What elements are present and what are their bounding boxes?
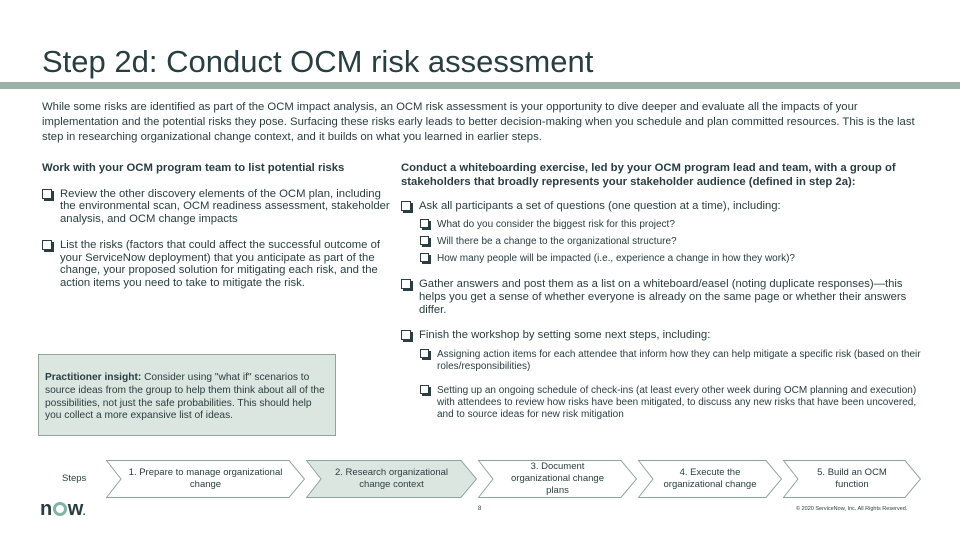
step-chevron-3[interactable]: [478, 460, 637, 498]
copyright-notice: © 2020 ServiceNow, Inc. All Rights Reserved.: [796, 506, 908, 512]
right-bullet-1-text: Ask all participants a set of questions (one question at a time), including:: [419, 200, 781, 212]
slide-title: Step 2d: Conduct OCM risk assessment: [42, 44, 594, 79]
logo-o-icon: [53, 502, 67, 516]
steps-chevron-bar: [106, 460, 921, 498]
checkbox-icon: [42, 240, 52, 250]
checkbox-icon: [420, 385, 429, 394]
question-text: How many people will be impacted (i.e., experience a change in how they work)?: [437, 253, 795, 265]
logo-letter-n: n: [40, 498, 52, 520]
question-item: [401, 236, 921, 248]
checkbox-icon: [401, 330, 411, 340]
right-column: [401, 162, 921, 422]
checkbox-icon: [420, 253, 429, 262]
page-number: 8: [478, 506, 482, 512]
right-bullet-2-text: Gather answers and post them as a list on a whiteboard/easel (noting duplicate responses)—this helps you get a sense of whether everyone is already on the same page or whether their answers differ.: [419, 278, 907, 316]
logo-dot: .: [82, 507, 86, 518]
step-chevron-5[interactable]: [783, 460, 921, 498]
intro-paragraph: While some risks are identified as part of the OCM impact analysis, an OCM risk assessment is your opportunity to dive deeper and evaluate all the impacts of your implementation and the potential risks they pose. Surfacing these risks early leads to better decision-making when you schedule and plan committed resources. This is the last step in researching organizational change context, and it builds on what you learned in earlier steps.: [42, 101, 915, 143]
next-step-text: Setting up an ongoing schedule of check-ins (at least every other week during OCM planning and execution) with attendees to review how risks have been mitigated, to discuss any new risks that have been uncovered, and to source ideas for new risk mitigation: [437, 385, 917, 421]
step-label: 5. Build an OCM function: [817, 467, 887, 490]
step-label: 4. Execute the organizational change: [663, 467, 757, 490]
question-text: Will there be a change to the organizational structure?: [437, 236, 677, 247]
right-bullet-3: [401, 329, 921, 342]
step-label: 3. Document organizational change plans: [511, 461, 604, 496]
right-bullet-1: [401, 200, 921, 213]
right-heading: Conduct a whiteboarding exercise, led by your OCM program lead and team, with a group of stakeholders that broadly represents your stakeholder audience (defined in step 2a):: [401, 162, 896, 188]
insight-label: Practitioner insight:: [45, 372, 142, 383]
steps-label: Steps: [62, 473, 87, 484]
checkbox-icon: [420, 236, 429, 245]
next-step-item: [401, 385, 921, 422]
servicenow-logo: [40, 498, 86, 520]
checkbox-icon: [401, 201, 411, 211]
logo-letter-w: w: [67, 498, 83, 520]
insight-text: Consider using "what if" scenarios to source ideas from the group to help them think about all of the possibilities, not just the safe probabilities. This should help you collect a more expansive list of ideas.: [45, 372, 325, 422]
step-chevron-1[interactable]: [106, 460, 305, 498]
next-step-text: Assigning action items for each attendee that inform how they can help mitigate a specific risk (based on their roles/responsibilities): [437, 348, 921, 372]
left-heading: Work with your OCM program team to list potential risks: [42, 162, 345, 174]
left-bullet-1: [42, 188, 392, 226]
step-chevron-4[interactable]: [638, 460, 782, 498]
question-text: What do you consider the biggest risk for this project?: [437, 218, 675, 230]
checkbox-icon: [420, 219, 429, 228]
question-item: [401, 219, 921, 231]
step-label: 2. Research organizational change context: [334, 467, 448, 490]
checkbox-icon: [401, 279, 411, 289]
left-bullet-1-text: Review the other discovery elements of the OCM plan, including the environmental scan, OCM readiness assessment, stakeholder analysis, and OCM change impacts: [60, 187, 390, 226]
step-label: 1. Prepare to manage organizational change: [128, 467, 283, 490]
checkbox-icon: [420, 349, 429, 358]
next-step-item: [401, 349, 921, 373]
right-bullet-2: [401, 278, 921, 316]
left-bullet-2: [42, 239, 392, 290]
left-bullet-2-text: List the risks (factors that could affect the successful outcome of your ServiceNow deployment) that you anticipate as part of the change, your proposed solution for mitigating each risk, and the action items you need to take to mitigate the risk.: [60, 238, 381, 290]
question-item: [401, 253, 921, 265]
practitioner-insight-box: [38, 354, 336, 436]
right-bullet-3-text: Finish the workshop by setting some next steps, including:: [419, 328, 711, 341]
title-underline: [0, 82, 960, 89]
left-column: [42, 162, 392, 290]
step-chevron-2[interactable]: [306, 460, 477, 498]
checkbox-icon: [42, 189, 52, 199]
